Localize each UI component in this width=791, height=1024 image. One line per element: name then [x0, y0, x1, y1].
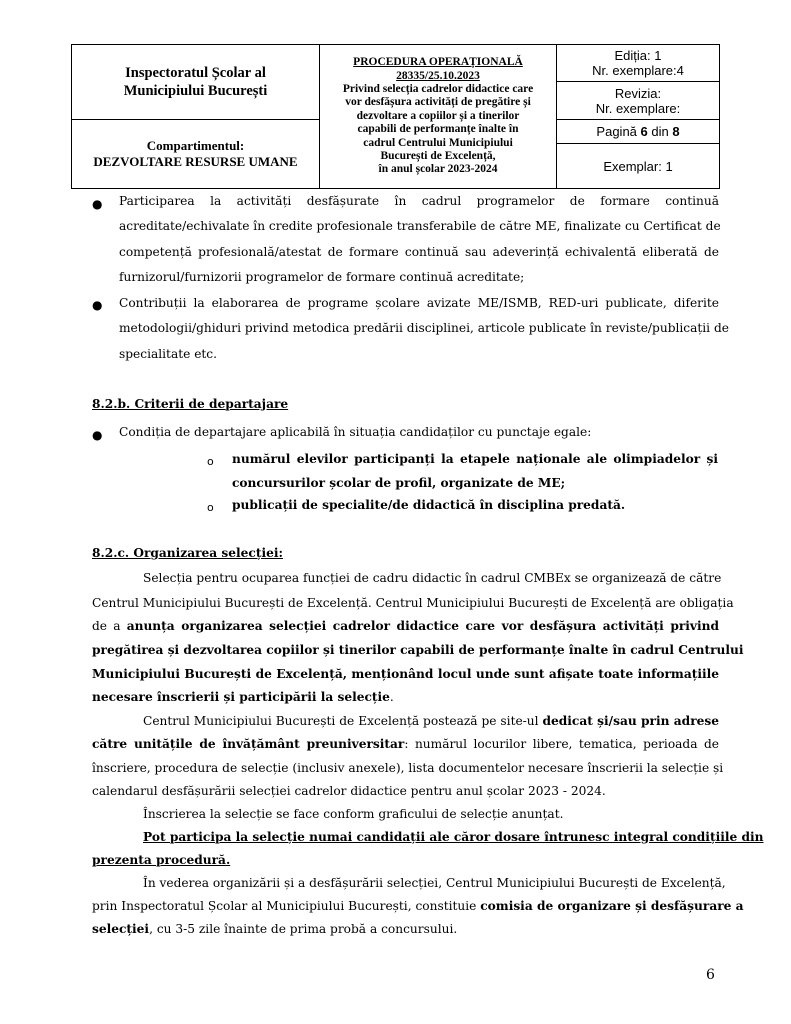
paragraph-line	[92, 899, 744, 913]
bullet-icon: ●	[92, 428, 103, 442]
text-span: : numărul locurilor libere, tematica, perioada de	[404, 737, 719, 751]
procedure-title: PROCEDURA OPERAȚIONALĂ	[353, 56, 523, 69]
procedure-desc-line: dezvoltare a copiilor și a tinerilor	[356, 109, 520, 122]
text-line: metodologii/ghiduri privind metodica predării disciplinei, articole publicate în reviste/publicații de	[119, 321, 729, 335]
paragraph-line: prezenta procedură.	[92, 853, 231, 867]
copies-label-2: Nr. exemplare:	[595, 100, 681, 116]
paragraph-line	[92, 667, 719, 681]
paragraph-line	[92, 737, 719, 751]
exemplar-label: Exemplar: 1	[603, 158, 673, 174]
section-b-heading: 8.2.b. Criterii de departajare	[92, 397, 289, 411]
text-line: acreditate/echivalate în credite profesionale transferabile de către ME, finalizate cu Certificat de	[119, 219, 721, 233]
org-line-2: Municipiului București	[123, 83, 268, 99]
text-span: , cu 3-5 zile înainte de prima probă a concursului.	[149, 922, 458, 936]
procedure-desc-line: în anul școlar 2023-2024	[378, 163, 498, 176]
procedure-title-cell	[320, 45, 557, 189]
paragraph-line	[92, 643, 744, 657]
procedure-desc-line: capabili de performanțe înalte în	[357, 123, 519, 136]
bullet-2-line	[119, 321, 729, 335]
procedure-desc-line: vor desfășura activități de pregătire și	[345, 96, 531, 109]
paragraph-line	[92, 922, 457, 936]
bullet-2-line	[119, 296, 719, 310]
circle-bullet-icon: o	[207, 455, 214, 468]
bold-span: către unitățile de învățământ preuniversitar	[92, 737, 405, 751]
bullet-1-line	[119, 194, 719, 208]
paragraph-line	[143, 571, 722, 585]
text-line: numărul elevilor participanți la etapele naționale ale olimpiadelor și	[232, 452, 718, 466]
bullet-icon: ●	[92, 197, 103, 211]
compartment-cell	[72, 120, 320, 189]
text-span: .	[389, 690, 394, 704]
text-span: prin Inspectoratul Școlar al Municipiului București, constituie	[92, 899, 481, 913]
section-c-heading: 8.2.c. Organizarea selecției:	[92, 546, 283, 560]
bold-span: selecției	[92, 922, 150, 936]
compartment-name: DEZVOLTARE RESURSE UMANE	[93, 154, 298, 169]
circle-bullet-icon: o	[207, 501, 214, 514]
paragraph-line	[92, 619, 719, 633]
bullet-1-line	[119, 245, 719, 259]
bullet-1-line: furnizorul/furnizorii programelor de formare continuă acreditate;	[119, 270, 525, 284]
bullet-2-line: specialitate etc.	[119, 347, 218, 361]
page-counter: Pagină 6 din 8	[557, 120, 719, 144]
bold-span: anunța organizarea selecției cadrelor didactice care vor desfășura activități privind	[126, 619, 719, 633]
page-info-cell	[557, 120, 720, 189]
compartment-label: Compartimentul:	[146, 138, 245, 153]
paragraph-line	[92, 690, 394, 704]
paragraph-line	[143, 830, 764, 844]
procedure-desc-line: cadrul Centrului Municipiului	[363, 136, 513, 149]
procedure-number: 28335/25.10.2023	[396, 69, 480, 82]
copies-label: Nr. exemplare:4	[592, 63, 684, 78]
paragraph-line	[92, 596, 734, 610]
paragraph-line: calendarul desfășurării selecției cadrelor didactice pentru anul școlar 2023 - 2024.	[92, 784, 606, 798]
page-total: 8	[672, 124, 680, 139]
paragraph-line	[92, 761, 724, 775]
paragraph-line	[143, 714, 719, 728]
text-span: Centrul Municipiului București de Excelență postează pe site-ul	[143, 714, 543, 728]
edition-label: Ediția: 1	[614, 48, 662, 63]
text-line: pregătirea și dezvoltarea copiilor și tinerilor capabili de performanțe înalte în cadrul Centrului	[92, 643, 744, 657]
bold-span: necesare înscrierii și participării la selecție	[92, 690, 390, 704]
sub-item-line: concursurilor școlar de profil, organizate de ME;	[232, 476, 566, 490]
sub-item-line	[232, 452, 718, 466]
bold-span: comisia de organizare și desfășurare a	[480, 899, 744, 913]
page-number: 6	[706, 967, 715, 983]
bullet-icon: ●	[92, 298, 103, 312]
document-header-table	[71, 44, 720, 189]
paragraph-line: Înscrierea la selecție se face conform graficului de selecție anunțat.	[143, 807, 564, 821]
text-line: În vederea organizării și a desfășurării selecției, Centrul Municipiului București de Excelență,	[143, 876, 726, 890]
text-line: Pot participa la selecție numai candidații ale căror dosare întrunesc integral condițiile din	[143, 830, 764, 844]
edition-cell	[557, 45, 720, 120]
procedure-desc-line: Privind selecția cadrelor didactice care	[342, 82, 534, 95]
text-line: Municipiului București de Excelență, menționând locul unde sunt afișate toate informațiile	[92, 667, 719, 681]
bold-span: dedicat și/sau prin adrese	[542, 714, 719, 728]
text-line: Contribuții la elaborarea de programe școlare avizate ME/ISMB, RED-uri publicate, diferite	[119, 296, 719, 310]
text-line: competență profesională/atestat de formare continuă sau adeverință echivalentă eliberată de	[119, 245, 719, 259]
paragraph-line	[143, 876, 726, 890]
inspectorate-name-cell	[72, 45, 320, 120]
text-span: de a	[92, 619, 127, 633]
sub-item-line: publicații de specialite/de didactică în disciplina predată.	[232, 498, 626, 512]
bullet-1-line	[119, 219, 719, 233]
text-line: înscriere, procedura de selecție (inclusiv anexele), lista documentelor necesare înscrierii la selecție și	[92, 761, 724, 775]
procedure-desc-line: București de Excelență,	[380, 150, 496, 163]
text-line: Centrul Municipiului București de Excelență. Centrul Municipiului București de Excelență are obligația	[92, 596, 734, 610]
text-line: Selecția pentru ocuparea funcției de cadru didactic în cadrul CMBEx se organizează de către	[143, 571, 722, 585]
section-b-bullet: Condiția de departajare aplicabilă în situația candidaților cu punctaje egale:	[119, 425, 592, 439]
text-line: Participarea la activități desfășurate în cadrul programelor de formare continuă	[119, 194, 719, 208]
page-current: 6	[640, 124, 648, 139]
org-line-1: Inspectoratul Școlar al	[125, 65, 266, 81]
revision-label: Revizia:	[614, 85, 662, 101]
